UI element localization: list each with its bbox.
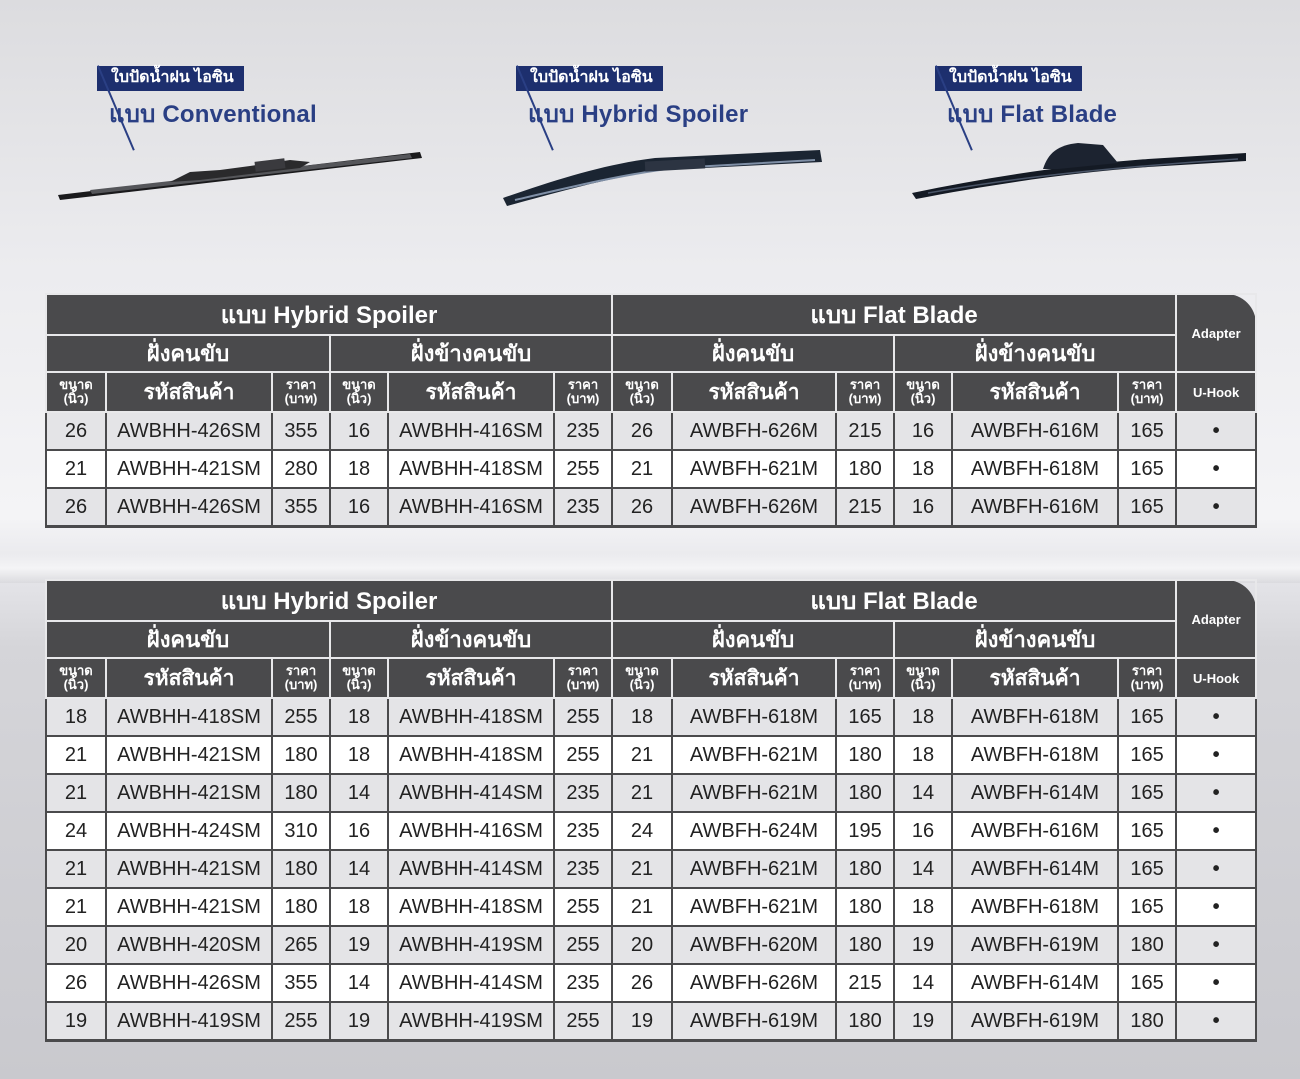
code-cell: AWBHH-421SM — [106, 450, 272, 488]
price-cell: 180 — [272, 888, 330, 926]
code-cell: AWBFH-621M — [672, 888, 836, 926]
size-cell: 18 — [330, 736, 388, 774]
price-cell: 255 — [272, 698, 330, 736]
price-table-1 — [45, 293, 1255, 528]
flat-blade-wiper-icon — [908, 135, 1253, 205]
code-cell: AWBHH-419SM — [106, 1002, 272, 1041]
price-cell: 355 — [272, 412, 330, 450]
table-row — [46, 1002, 1256, 1041]
price-cell: 180 — [272, 774, 330, 812]
product-name: แบบ Conventional — [109, 101, 317, 128]
price-cell: 255 — [272, 1002, 330, 1041]
code-cell: AWBHH-421SM — [106, 774, 272, 812]
driver-side-header: ฝั่งคนขับ — [612, 335, 894, 372]
size-cell: 20 — [612, 926, 672, 964]
price-cell: 180 — [836, 926, 894, 964]
size-cell: 26 — [612, 964, 672, 1002]
size-cell: 14 — [330, 774, 388, 812]
price-cell: 165 — [1118, 888, 1176, 926]
product-conventional — [97, 66, 317, 133]
price-cell: 215 — [836, 412, 894, 450]
size-cell: 14 — [330, 850, 388, 888]
size-cell: 21 — [612, 450, 672, 488]
price-cell: 165 — [1118, 412, 1176, 450]
price-cell: 165 — [1118, 698, 1176, 736]
table-row — [46, 488, 1256, 527]
size-cell: 21 — [612, 888, 672, 926]
code-cell: AWBHH-421SM — [106, 736, 272, 774]
price-column-header: ราคา (บาท) — [836, 372, 894, 412]
table-body — [46, 412, 1256, 527]
code-cell: AWBHH-426SM — [106, 964, 272, 1002]
code-cell: AWBHH-416SM — [388, 488, 554, 527]
group-header-flat: แบบ Flat Blade — [612, 580, 1176, 621]
size-cell: 19 — [46, 1002, 106, 1041]
product-tag: ใบปัดน้ำฝน ไอซิน — [516, 66, 663, 91]
table-row — [46, 450, 1256, 488]
group-header-flat: แบบ Flat Blade — [612, 294, 1176, 335]
size-column-header: ขนาด (นิ้ว) — [894, 372, 952, 412]
passenger-side-header: ฝั่งข้างคนขับ — [330, 335, 612, 372]
uhook-dot-cell: • — [1176, 964, 1256, 1002]
size-cell: 18 — [894, 736, 952, 774]
code-cell: AWBHH-418SM — [106, 698, 272, 736]
size-cell: 19 — [612, 1002, 672, 1041]
price-table-2 — [45, 579, 1255, 1042]
passenger-side-header: ฝั่งข้างคนขับ — [330, 621, 612, 658]
price-cell: 180 — [272, 736, 330, 774]
price-column-header: ราคา (บาท) — [272, 658, 330, 698]
table-body — [46, 698, 1256, 1041]
product-hybrid-spoiler — [516, 66, 748, 133]
size-column-header: ขนาด (นิ้ว) — [612, 372, 672, 412]
size-cell: 20 — [46, 926, 106, 964]
code-cell: AWBHH-419SM — [388, 1002, 554, 1041]
code-cell: AWBHH-419SM — [388, 926, 554, 964]
size-cell: 19 — [894, 926, 952, 964]
code-cell: AWBHH-418SM — [388, 698, 554, 736]
price-table — [45, 293, 1257, 528]
table-row — [46, 964, 1256, 1002]
code-cell: AWBFH-621M — [672, 450, 836, 488]
price-cell: 255 — [554, 736, 612, 774]
size-cell: 21 — [46, 736, 106, 774]
code-column-header: รหัสสินค้า — [388, 658, 554, 698]
conventional-wiper-blade-icon — [50, 140, 430, 210]
price-cell: 255 — [554, 888, 612, 926]
price-cell: 165 — [1118, 488, 1176, 527]
size-cell: 21 — [612, 850, 672, 888]
code-cell: AWBHH-418SM — [388, 736, 554, 774]
product-name: แบบ Hybrid Spoiler — [528, 101, 749, 128]
size-cell: 21 — [46, 888, 106, 926]
code-cell: AWBFH-616M — [952, 412, 1118, 450]
price-cell: 310 — [272, 812, 330, 850]
code-column-header: รหัสสินค้า — [106, 658, 272, 698]
code-column-header: รหัสสินค้า — [672, 658, 836, 698]
table-row — [46, 888, 1256, 926]
code-cell: AWBHH-421SM — [106, 850, 272, 888]
size-cell: 18 — [612, 698, 672, 736]
size-cell: 18 — [46, 698, 106, 736]
code-column-header: รหัสสินค้า — [952, 372, 1118, 412]
group-header-hybrid: แบบ Hybrid Spoiler — [46, 580, 612, 621]
size-cell: 26 — [46, 412, 106, 450]
code-cell: AWBFH-621M — [672, 850, 836, 888]
size-cell: 18 — [894, 888, 952, 926]
product-tag: ใบปัดน้ำฝน ไอซิน — [935, 66, 1082, 91]
code-cell: AWBHH-416SM — [388, 412, 554, 450]
uhook-dot-cell: • — [1176, 1002, 1256, 1041]
code-cell: AWBFH-618M — [952, 450, 1118, 488]
table-row — [46, 926, 1256, 964]
code-cell: AWBFH-614M — [952, 774, 1118, 812]
adapter-header: Adapter — [1176, 294, 1256, 372]
code-cell: AWBHH-414SM — [388, 850, 554, 888]
size-cell: 14 — [894, 964, 952, 1002]
price-cell: 235 — [554, 812, 612, 850]
size-cell: 16 — [894, 412, 952, 450]
uhook-dot-cell: • — [1176, 450, 1256, 488]
size-cell: 21 — [46, 850, 106, 888]
price-cell: 265 — [272, 926, 330, 964]
price-cell: 165 — [836, 698, 894, 736]
passenger-side-header: ฝั่งข้างคนขับ — [894, 335, 1176, 372]
price-cell: 280 — [272, 450, 330, 488]
code-cell: AWBFH-614M — [952, 964, 1118, 1002]
price-cell: 235 — [554, 412, 612, 450]
code-cell: AWBFH-626M — [672, 412, 836, 450]
product-flat-blade — [935, 66, 1117, 133]
uhook-dot-cell: • — [1176, 736, 1256, 774]
passenger-side-header: ฝั่งข้างคนขับ — [894, 621, 1176, 658]
table-row — [46, 412, 1256, 450]
price-cell: 255 — [554, 926, 612, 964]
size-cell: 16 — [330, 812, 388, 850]
hybrid-spoiler-wiper-blade-icon — [495, 140, 830, 215]
uhook-column-header: U-Hook — [1176, 372, 1256, 412]
price-column-header: ราคา (บาท) — [272, 372, 330, 412]
price-cell: 180 — [836, 888, 894, 926]
code-cell: AWBHH-416SM — [388, 812, 554, 850]
code-cell: AWBHH-426SM — [106, 412, 272, 450]
size-cell: 14 — [330, 964, 388, 1002]
size-cell: 26 — [46, 964, 106, 1002]
table-row — [46, 812, 1256, 850]
price-column-header: ราคา (บาท) — [1118, 372, 1176, 412]
size-cell: 19 — [894, 1002, 952, 1041]
price-cell: 180 — [1118, 926, 1176, 964]
table-row — [46, 698, 1256, 736]
price-cell: 165 — [1118, 850, 1176, 888]
code-column-header: รหัสสินค้า — [672, 372, 836, 412]
size-cell: 26 — [612, 488, 672, 527]
price-cell: 180 — [836, 450, 894, 488]
price-cell: 355 — [272, 488, 330, 527]
price-cell: 235 — [554, 850, 612, 888]
uhook-dot-cell: • — [1176, 812, 1256, 850]
price-column-header: ราคา (บาท) — [1118, 658, 1176, 698]
price-cell: 180 — [1118, 1002, 1176, 1041]
product-tag: ใบปัดน้ำฝน ไอซิน — [97, 66, 244, 91]
uhook-dot-cell: • — [1176, 412, 1256, 450]
driver-side-header: ฝั่งคนขับ — [612, 621, 894, 658]
size-column-header: ขนาด (นิ้ว) — [330, 658, 388, 698]
uhook-dot-cell: • — [1176, 926, 1256, 964]
code-cell: AWBFH-626M — [672, 964, 836, 1002]
price-cell: 215 — [836, 488, 894, 527]
code-cell: AWBFH-618M — [672, 698, 836, 736]
size-cell: 21 — [46, 450, 106, 488]
size-cell: 18 — [330, 450, 388, 488]
code-cell: AWBFH-624M — [672, 812, 836, 850]
size-column-header: ขนาด (นิ้ว) — [330, 372, 388, 412]
code-cell: AWBHH-414SM — [388, 774, 554, 812]
size-cell: 21 — [612, 774, 672, 812]
price-cell: 255 — [554, 1002, 612, 1041]
size-cell: 24 — [46, 812, 106, 850]
price-cell: 235 — [554, 488, 612, 527]
code-cell: AWBFH-614M — [952, 850, 1118, 888]
code-cell: AWBFH-619M — [952, 926, 1118, 964]
code-cell: AWBFH-620M — [672, 926, 836, 964]
price-column-header: ราคา (บาท) — [554, 372, 612, 412]
size-cell: 21 — [612, 736, 672, 774]
price-cell: 180 — [836, 1002, 894, 1041]
size-column-header: ขนาด (นิ้ว) — [46, 372, 106, 412]
code-cell: AWBFH-616M — [952, 812, 1118, 850]
size-cell: 18 — [894, 450, 952, 488]
code-cell: AWBFH-618M — [952, 888, 1118, 926]
price-cell: 180 — [836, 850, 894, 888]
uhook-column-header: U-Hook — [1176, 658, 1256, 698]
price-table — [45, 579, 1257, 1042]
price-cell: 165 — [1118, 812, 1176, 850]
table-row — [46, 774, 1256, 812]
size-cell: 18 — [330, 888, 388, 926]
price-cell: 165 — [1118, 736, 1176, 774]
price-cell: 195 — [836, 812, 894, 850]
code-cell: AWBFH-619M — [952, 1002, 1118, 1041]
size-cell: 16 — [894, 812, 952, 850]
code-cell: AWBHH-426SM — [106, 488, 272, 527]
driver-side-header: ฝั่งคนขับ — [46, 621, 330, 658]
uhook-dot-cell: • — [1176, 698, 1256, 736]
code-cell: AWBFH-618M — [952, 698, 1118, 736]
price-column-header: ราคา (บาท) — [554, 658, 612, 698]
size-cell: 26 — [612, 412, 672, 450]
code-cell: AWBFH-619M — [672, 1002, 836, 1041]
code-column-header: รหัสสินค้า — [106, 372, 272, 412]
price-cell: 235 — [554, 964, 612, 1002]
uhook-dot-cell: • — [1176, 850, 1256, 888]
code-cell: AWBFH-621M — [672, 774, 836, 812]
price-cell: 180 — [272, 850, 330, 888]
size-column-header: ขนาด (นิ้ว) — [612, 658, 672, 698]
table-row — [46, 850, 1256, 888]
code-cell: AWBFH-616M — [952, 488, 1118, 527]
price-cell: 215 — [836, 964, 894, 1002]
uhook-dot-cell: • — [1176, 774, 1256, 812]
code-cell: AWBFH-618M — [952, 736, 1118, 774]
price-cell: 355 — [272, 964, 330, 1002]
table-row — [46, 736, 1256, 774]
size-cell: 18 — [330, 698, 388, 736]
code-column-header: รหัสสินค้า — [388, 372, 554, 412]
code-cell: AWBHH-420SM — [106, 926, 272, 964]
uhook-dot-cell: • — [1176, 888, 1256, 926]
size-column-header: ขนาด (นิ้ว) — [46, 658, 106, 698]
size-column-header: ขนาด (นิ้ว) — [894, 658, 952, 698]
size-cell: 14 — [894, 850, 952, 888]
code-cell: AWBHH-418SM — [388, 888, 554, 926]
code-column-header: รหัสสินค้า — [952, 658, 1118, 698]
adapter-header: Adapter — [1176, 580, 1256, 658]
price-cell: 165 — [1118, 450, 1176, 488]
code-cell: AWBFH-626M — [672, 488, 836, 527]
size-cell: 16 — [894, 488, 952, 527]
code-cell: AWBHH-414SM — [388, 964, 554, 1002]
size-cell: 18 — [894, 698, 952, 736]
uhook-dot-cell: • — [1176, 488, 1256, 527]
price-cell: 180 — [836, 774, 894, 812]
size-cell: 19 — [330, 926, 388, 964]
code-cell: AWBHH-418SM — [388, 450, 554, 488]
size-cell: 16 — [330, 488, 388, 527]
size-cell: 24 — [612, 812, 672, 850]
group-header-hybrid: แบบ Hybrid Spoiler — [46, 294, 612, 335]
price-cell: 180 — [836, 736, 894, 774]
price-cell: 255 — [554, 450, 612, 488]
price-column-header: ราคา (บาท) — [836, 658, 894, 698]
size-cell: 14 — [894, 774, 952, 812]
size-cell: 21 — [46, 774, 106, 812]
code-cell: AWBHH-421SM — [106, 888, 272, 926]
size-cell: 26 — [46, 488, 106, 527]
price-cell: 235 — [554, 774, 612, 812]
size-cell: 19 — [330, 1002, 388, 1041]
product-name: แบบ Flat Blade — [947, 101, 1118, 128]
price-cell: 165 — [1118, 964, 1176, 1002]
code-cell: AWBHH-424SM — [106, 812, 272, 850]
size-cell: 16 — [330, 412, 388, 450]
code-cell: AWBFH-621M — [672, 736, 836, 774]
driver-side-header: ฝั่งคนขับ — [46, 335, 330, 372]
price-cell: 255 — [554, 698, 612, 736]
price-cell: 165 — [1118, 774, 1176, 812]
